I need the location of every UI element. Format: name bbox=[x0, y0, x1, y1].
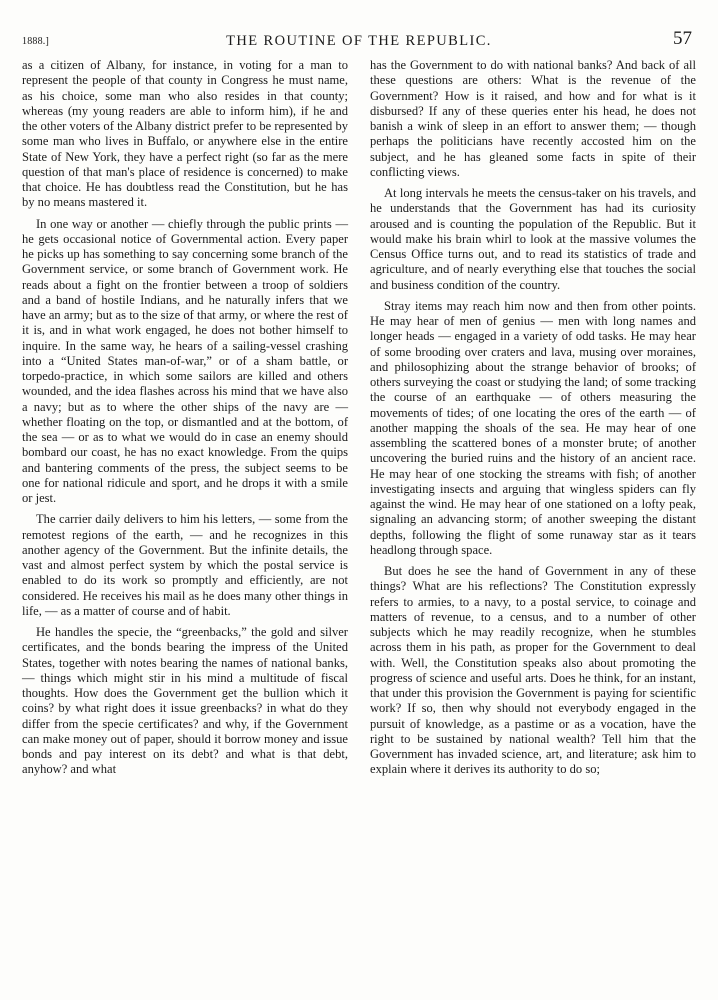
header-title: THE ROUTINE OF THE REPUBLIC. bbox=[226, 33, 492, 49]
paragraph: In one way or another — chiefly through the public prints — he gets occasional notice of Governmental action. Every paper he picks up has something to say concerning some branch of the Government service, or some branch of Government work. He reads about a fight on the frontier between a troop of soldiers and a band of hostile Indians, and he naturally infers that we have an army; but as to the size of that army, or where the rest of it is, and in what work engaged, he does not bother himself to inquire. In the same way, he hears of a sailing-vessel crashing into a “United States man-of-war,” or of a sham battle, or torpedo-practice, in which some sailors are killed and others wounded, and the idea flashes across his mind that we have also a navy; but as to where the other ships of the navy are — whether floating on the top, or dismantled and at the bottom, of the sea — or as to what we would do in case an enemy should bombard our coast, he has no exact knowledge. From the quips and bantering comments of the press, the subject seems to be one for national ridicule and sport, and he drops it with a smile or jest. bbox=[22, 216, 348, 505]
header-year: 1888.] bbox=[22, 36, 50, 47]
running-header bbox=[22, 26, 696, 56]
page-number: 57 bbox=[673, 28, 692, 49]
paragraph: But does he see the hand of Government in any of these things? What are his reflections? The Constitution expressly refers to armies, to a navy, to a postal service, to coinage and matters of revenue, to a census, and to a number of other subjects which he may readily recognize, when he stumbles across them in his path, as proper for the Government to deal with. Well, the Constitution speaks also about promoting the progress of science and useful arts. Does he think, for an instant, that under this provision the Government is paying for scientific work? If so, then why should not everybody engaged in the pursuit of knowledge, as a pastime or as a vocation, have the right to be sustained by national wealth? Tell him that the Government has invaded science, art, and literature; ask him to explain where it derives its authority to do so; bbox=[370, 564, 696, 777]
paragraph: He handles the specie, the “greenbacks,” the gold and silver certificates, and the bonds bearing the impress of the United States, together with notes bearing the names of national banks, — things which might stir in his mind a multitude of fiscal thoughts. How does the Government get the bullion which it coins? by what right does it issue greenbacks? in what do they differ from the specie certificates? and why, if the Government can make money out of paper, should it borrow money and issue bonds and pay interest on its debt? and what is that debt, anyhow? and what bbox=[22, 625, 348, 777]
left-column bbox=[22, 58, 348, 988]
paragraph: The carrier daily delivers to him his letters, — some from the remotest regions of the earth, — and he recognizes in this another agency of the Government. But the infinite details, the vast and almost perfect system by which the postal service is enabled to do its work so promptly and efficiently, are not considered. He receives his mail as he does many other things in life, — as a matter of course and of habit. bbox=[22, 512, 348, 618]
paragraph: has the Government to do with national banks? And back of all these questions are others: What is the revenue of the Government? How is it raised, and how and for what is it disbursed? If any of these queries enter his head, he does not banish a wink of sleep in an effort to answer them; — though perhaps the politicians have recently accosted him on the subject, and he has gleaned some facts in spite of their conflicting views. bbox=[370, 58, 696, 179]
right-column bbox=[370, 58, 696, 988]
paragraph: At long intervals he meets the census-taker on his travels, and he understands that the Government has had its curiosity aroused and is counting the population of the Republic. But it would make his brain whirl to look at the massive volumes the Census Office turns out, and to read its statistics of trade and agriculture, and of nearly everything else that touches the social and business condition of the country. bbox=[370, 186, 696, 292]
paragraph: Stray items may reach him now and then from other points. He may hear of men of genius — men with long names and longer heads — engaged in a variety of odd tasks. He may hear of some brooding over craters and lava, musing over moraines, and philosophizing about the strange behavior of brooks; of others surveying the coast or studying the land; of some tracking the course of an earthquake — of others measuring the movements of tides; of one locating the ores of the earth — of another mapping the shoals of the sea. He may hear of one assembling the scattered bones of a monster brute; of another uncovering the buried ruins and the history of an ancient race. He may hear of one stocking the streams with fish; of another investigating insects and arguing that wingless spiders can fly against the wind. He may hear of one stationed on a lofty peak, signaling an advancing storm; of another sweeping the distant depths, following the flight of some runaway star as it tears headlong through space. bbox=[370, 298, 696, 557]
text-columns bbox=[22, 58, 696, 988]
paragraph: as a citizen of Albany, for instance, in voting for a man to represent the people of that county in Congress he must name, as his choice, some man who also resides in that county; whereas (my young readers are able to inform him), if he and the other voters of the Albany district prefer to be represented by some man who lives in Buffalo, or anywhere else in the entire State of New York, they have a perfect right (so far as the mere question of that man's place of residence is concerned) to make that choice. He has doubtless read the Constitution, but he has by no means mastered it. bbox=[22, 58, 348, 210]
